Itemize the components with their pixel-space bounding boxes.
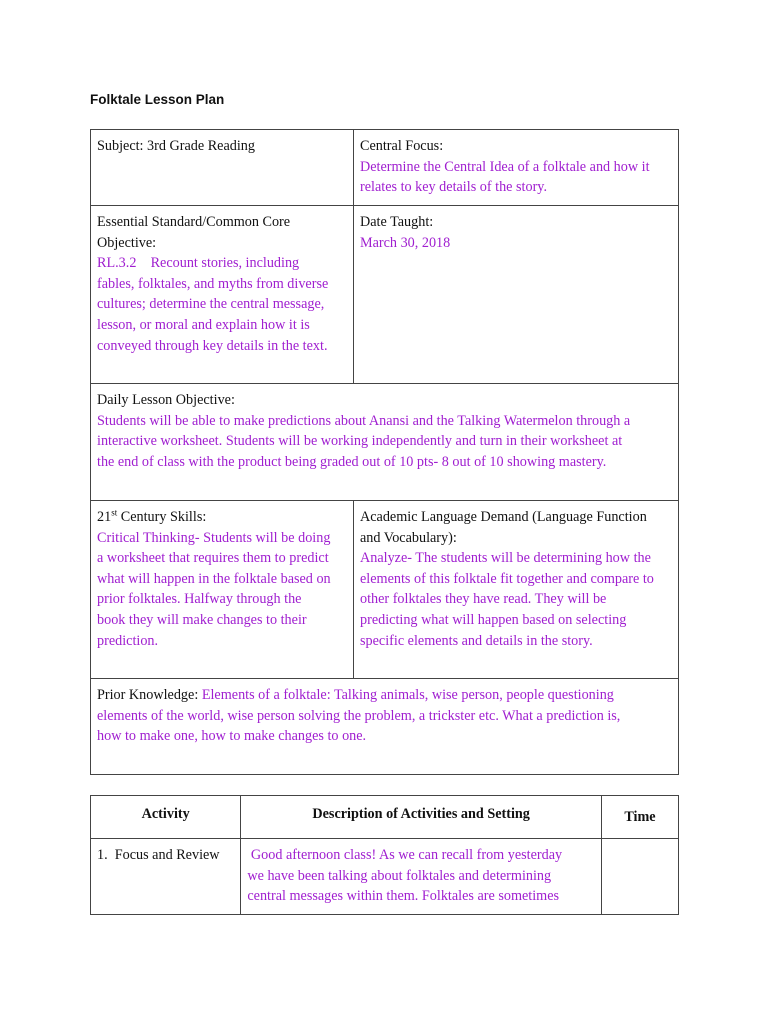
standard-label-line-1: Essential Standard/Common Core [97,214,291,230]
skills-cell [90,500,354,679]
row1-desc-line-2: we have been talking about folktales and determining [247,867,552,884]
academic-line-4: predicting what will happen based on selecting [360,611,627,628]
central-focus-line-1: Determine the Central Idea of a folktale and how it [360,158,650,175]
skills-line-5: book they will make changes to their [97,611,307,628]
objective-cell [90,383,679,501]
date-value: March 30, 2018 [360,234,451,251]
skills-line-6: prediction. [97,632,159,649]
header-description: Description of Activities and Setting [241,796,602,839]
prior-line-3: how to make one, how to make changes to one. [97,728,367,745]
skills-label [97,507,347,528]
subject-text: Subject: 3rd Grade Reading [97,138,255,154]
standard-text-line-3: cultures; determine the central message, [97,296,325,313]
skills-line-2: a worksheet that requires them to predict [97,550,329,567]
row1-desc-line-3: central messages within them. Folktales are sometimes [247,888,560,905]
date-cell [353,205,679,384]
prior-label: Prior Knowledge: [97,687,202,703]
standard-text-line-5: conveyed through key details in the text. [97,337,328,354]
standard-cell [90,205,354,384]
standard-text-line-2: fables, folktales, and myths from diverse [97,275,329,292]
objective-line-1: Students will be able to make predictions about Anansi and the Talking Watermelon through a [97,412,631,429]
activities-table [90,795,679,915]
subject-cell [90,129,354,206]
academic-line-3: other folktales they have read. They will be [360,591,607,608]
row1-description [241,839,602,915]
row1-time [601,839,678,915]
academic-line-5: specific elements and details in the story. [360,632,593,649]
skills-line-3: what will happen in the folktale based on [97,570,331,587]
academic-label-line-2: and Vocabulary): [360,529,457,546]
central-focus-cell [353,129,679,206]
header-time: Time [601,796,678,839]
central-focus-line-2: relates to key details of the story. [360,179,548,196]
prior-knowledge-cell [90,678,679,775]
standard-text-line-4: lesson, or moral and explain how it is [97,316,310,333]
academic-line-2: elements of this folktale fit together and compare to [360,570,654,587]
prior-text-first: Elements of a folktale: Talking animals, wise person, people questioning [201,687,614,703]
academic-cell [353,500,679,679]
activities-header-row [91,796,679,839]
header-activity: Activity [91,796,241,839]
date-label: Date Taught: [360,214,434,230]
skills-label-rest: Century Skills: [117,509,207,525]
table-row [91,839,679,915]
skills-line-1: Critical Thinking- Students will be doing [97,529,331,546]
skills-label-num: 21 [97,509,112,525]
academic-label-line-1: Academic Language Demand (Language Function [360,509,647,525]
document-title: Folktale Lesson Plan [90,92,225,107]
skills-label-sup: st [111,507,118,518]
central-focus-label: Central Focus: [360,138,444,154]
row1-desc-line-1: Good afternoon class! As we can recall from yesterday [247,847,563,863]
skills-line-4: prior folktales. Halfway through the [97,591,302,608]
prior-line-2: elements of the world, wise person solving the problem, a trickster etc. What a prediction is, [97,707,621,724]
prior-line-1 [97,685,672,706]
objective-label: Daily Lesson Objective: [97,392,235,408]
objective-line-3: the end of class with the product being graded out of 10 pts- 8 out of 10 showing mastery. [97,453,607,470]
standard-text-line-1: RL.3.2 Recount stories, including [97,255,300,272]
academic-line-1: Analyze- The students will be determining how the [360,550,651,567]
standard-label-line-2: Objective: [97,234,157,251]
objective-line-2: interactive worksheet. Students will be working independently and turn in their worksheet at [97,433,623,450]
row1-activity: 1. Focus and Review [91,839,241,915]
